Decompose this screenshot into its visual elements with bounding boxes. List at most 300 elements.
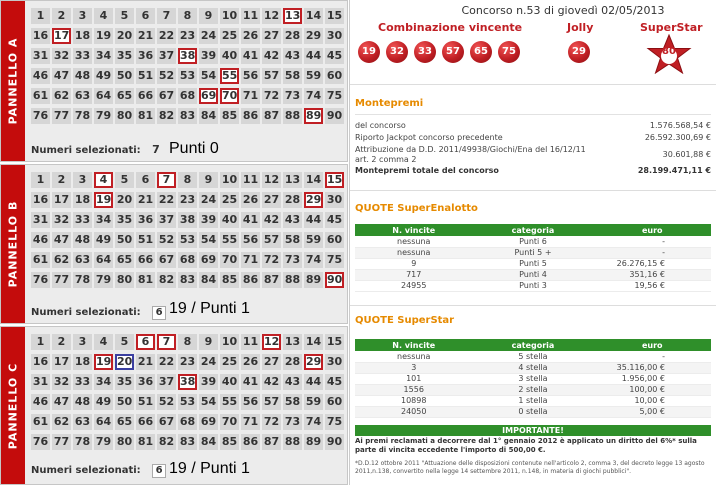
number-cell[interactable]: 75 <box>326 253 343 266</box>
number-cell[interactable]: 27 <box>263 193 280 206</box>
number-cell[interactable]: 47 <box>53 395 70 408</box>
number-cell[interactable]: 60 <box>326 395 343 408</box>
number-cell[interactable]: 46 <box>32 395 49 408</box>
number-cell[interactable]: 36 <box>137 375 154 388</box>
number-cell[interactable]: 88 <box>284 273 301 286</box>
number-cell[interactable]: 28 <box>284 193 301 206</box>
number-cell[interactable]: 37 <box>158 213 175 226</box>
number-cell[interactable]: 74 <box>305 253 322 266</box>
divider <box>350 84 716 85</box>
number-cell[interactable]: 71 <box>242 415 259 428</box>
number-cell[interactable]: 10 <box>221 173 238 186</box>
number-cell[interactable]: 67 <box>158 415 175 428</box>
number-cell[interactable]: 85 <box>221 109 238 122</box>
number-cell[interactable]: 34 <box>95 213 112 226</box>
number-cell[interactable]: 84 <box>200 109 217 122</box>
number-cell[interactable]: 26 <box>242 29 259 42</box>
number-cell[interactable]: 7 <box>157 172 176 188</box>
montepremi-title: Montepremi <box>355 98 424 109</box>
number-cell[interactable]: 44 <box>305 375 322 388</box>
table-cell: nessuna <box>355 351 472 362</box>
montepremi-value: 26.592.300,69 € <box>644 133 711 142</box>
number-cell[interactable]: 58 <box>284 69 301 82</box>
number-cell[interactable]: 81 <box>137 109 154 122</box>
number-cell[interactable]: 7 <box>157 334 176 350</box>
number-cell[interactable]: 69 <box>200 253 217 266</box>
number-cell[interactable]: 74 <box>305 415 322 428</box>
number-cell[interactable]: 55 <box>221 395 238 408</box>
number-cell[interactable]: 11 <box>242 9 259 22</box>
number-cell[interactable]: 51 <box>137 69 154 82</box>
number-cell[interactable]: 23 <box>179 193 196 206</box>
number-cell[interactable]: 35 <box>116 213 133 226</box>
column-header: categoria <box>472 224 593 236</box>
table-cell: 101 <box>355 373 472 384</box>
number-cell[interactable]: 27 <box>263 355 280 368</box>
table-cell: nessuna <box>355 236 472 247</box>
winning-ball: 57 <box>442 41 464 63</box>
number-cell[interactable]: 56 <box>242 69 259 82</box>
number-cell[interactable]: 15 <box>327 173 343 186</box>
number-cell[interactable]: 5 <box>115 8 134 24</box>
number-cell[interactable]: 5 <box>115 172 134 188</box>
number-cell[interactable]: 55 <box>221 233 238 246</box>
table-cell: 717 <box>355 269 472 280</box>
number-cell[interactable]: 57 <box>263 395 280 408</box>
number-cell[interactable]: 69 <box>200 415 217 428</box>
table-row <box>355 280 711 291</box>
number-cell[interactable]: 24 <box>200 29 217 42</box>
number-cell[interactable]: 47 <box>53 233 70 246</box>
number-cell[interactable]: 18 <box>74 29 91 42</box>
number-cell[interactable]: 63 <box>74 415 91 428</box>
number-cell[interactable]: 67 <box>158 89 175 102</box>
number-cell[interactable]: 84 <box>200 273 217 286</box>
number-cell[interactable]: 73 <box>284 415 301 428</box>
number-cell[interactable]: 30 <box>326 355 343 368</box>
number-cell[interactable]: 39 <box>200 49 217 62</box>
number-cell[interactable]: 13 <box>285 9 301 22</box>
number-cell[interactable]: 31 <box>32 49 49 62</box>
number-cell[interactable]: 10 <box>221 9 238 22</box>
number-cell[interactable]: 34 <box>95 49 112 62</box>
number-cell[interactable]: 2 <box>52 334 71 350</box>
number-cell[interactable]: 15 <box>326 335 343 348</box>
number-cell[interactable]: 64 <box>95 415 112 428</box>
number-cell[interactable]: 26 <box>242 193 259 206</box>
number-cell[interactable]: 81 <box>137 273 154 286</box>
number-cell[interactable]: 57 <box>263 233 280 246</box>
number-cell[interactable]: 77 <box>53 273 70 286</box>
number-cell[interactable]: 24 <box>200 355 217 368</box>
number-cell[interactable]: 59 <box>305 69 322 82</box>
number-cell[interactable]: 14 <box>305 9 322 22</box>
table-cell: 35.116,00 € <box>594 362 712 373</box>
number-cell[interactable]: 4 <box>94 172 113 188</box>
number-cell[interactable]: 43 <box>284 375 301 388</box>
winning-ball: 65 <box>470 41 492 63</box>
number-cell[interactable]: 49 <box>95 69 112 82</box>
number-cell[interactable]: 72 <box>263 253 280 266</box>
results-pane <box>349 0 716 485</box>
number-cell[interactable]: 52 <box>158 395 175 408</box>
number-cell[interactable]: 12 <box>263 173 280 186</box>
number-cell[interactable]: 63 <box>74 89 91 102</box>
number-cell[interactable]: 16 <box>32 193 49 206</box>
number-cell[interactable]: 45 <box>326 375 343 388</box>
number-cell[interactable]: 20 <box>116 193 133 206</box>
number-cell[interactable]: 30 <box>326 29 343 42</box>
number-cell[interactable]: 25 <box>221 355 238 368</box>
number-cell[interactable]: 73 <box>284 89 301 102</box>
number-cell[interactable]: 78 <box>74 273 91 286</box>
number-cell[interactable]: 77 <box>53 435 70 448</box>
number-cell[interactable]: 46 <box>32 233 49 246</box>
number-cell[interactable]: 87 <box>263 273 280 286</box>
number-cell[interactable]: 76 <box>32 273 49 286</box>
number-cell[interactable]: 47 <box>53 69 70 82</box>
number-cell[interactable]: 20 <box>116 29 133 42</box>
number-cell[interactable]: 83 <box>179 435 196 448</box>
number-cell[interactable]: 54 <box>200 233 217 246</box>
number-cell[interactable]: 77 <box>53 109 70 122</box>
number-cell[interactable]: 50 <box>116 69 133 82</box>
number-cell[interactable]: 59 <box>305 395 322 408</box>
number-cell[interactable]: 38 <box>180 375 196 388</box>
number-cell[interactable]: 9 <box>199 8 218 24</box>
draw-title: Concorso n.53 di giovedì 02/05/2013 <box>461 4 665 17</box>
number-cell[interactable]: 13 <box>284 335 301 348</box>
number-cell[interactable]: 66 <box>137 253 154 266</box>
number-cell[interactable]: 78 <box>74 109 91 122</box>
number-cell[interactable]: 75 <box>326 415 343 428</box>
number-cell[interactable]: 54 <box>200 395 217 408</box>
number-cell[interactable]: 53 <box>179 233 196 246</box>
number-cell[interactable]: 23 <box>179 29 196 42</box>
number-cell[interactable]: 50 <box>116 233 133 246</box>
table-header-row <box>355 224 711 236</box>
column-header: euro <box>594 224 712 236</box>
number-cell[interactable]: 42 <box>263 375 280 388</box>
number-cell[interactable]: 66 <box>137 415 154 428</box>
table-cell: 1556 <box>355 384 472 395</box>
number-cell[interactable]: 11 <box>242 335 259 348</box>
number-cell[interactable]: 90 <box>326 435 343 448</box>
number-cell[interactable]: 3 <box>73 172 92 188</box>
number-cell[interactable]: 76 <box>32 435 49 448</box>
number-cell[interactable]: 86 <box>242 109 259 122</box>
number-cell[interactable]: 63 <box>74 253 91 266</box>
number-cell[interactable]: 12 <box>264 335 280 348</box>
number-cell[interactable]: 70 <box>221 415 238 428</box>
number-cell[interactable]: 32 <box>53 213 70 226</box>
number-cell[interactable]: 48 <box>74 233 91 246</box>
panel-footer <box>31 306 166 320</box>
number-cell[interactable]: 2 <box>52 8 71 24</box>
number-cell[interactable]: 48 <box>74 395 91 408</box>
number-cell[interactable]: 89 <box>305 273 322 286</box>
panel-label: PANNELLO B <box>6 200 20 288</box>
number-cell[interactable]: 42 <box>263 213 280 226</box>
number-cell[interactable]: 18 <box>74 193 91 206</box>
number-cell[interactable]: 14 <box>305 173 322 186</box>
number-cell[interactable]: 37 <box>158 375 175 388</box>
number-cell[interactable]: 60 <box>326 69 343 82</box>
table-cell: Punti 5 <box>472 258 593 269</box>
number-cell[interactable]: 82 <box>158 435 175 448</box>
number-cell[interactable]: 13 <box>284 173 301 186</box>
number-cell[interactable]: 29 <box>306 355 322 368</box>
number-cell[interactable]: 2 <box>52 172 71 188</box>
number-cell[interactable]: 83 <box>179 273 196 286</box>
number-cell[interactable]: 39 <box>200 213 217 226</box>
number-cell[interactable]: 69 <box>201 89 217 102</box>
number-cell[interactable]: 81 <box>137 435 154 448</box>
number-cell[interactable]: 88 <box>284 109 301 122</box>
number-cell[interactable]: 49 <box>95 233 112 246</box>
number-cell[interactable]: 12 <box>263 9 280 22</box>
number-cell[interactable]: 58 <box>284 395 301 408</box>
number-cell[interactable]: 6 <box>136 172 155 188</box>
number-cell[interactable]: 59 <box>305 233 322 246</box>
number-cell[interactable]: 70 <box>222 89 238 102</box>
number-cell[interactable]: 48 <box>74 69 91 82</box>
number-cell[interactable]: 80 <box>116 109 133 122</box>
number-cell[interactable]: 68 <box>179 415 196 428</box>
number-cell[interactable]: 56 <box>242 395 259 408</box>
number-cell[interactable]: 84 <box>200 435 217 448</box>
number-cell[interactable]: 26 <box>242 355 259 368</box>
number-cell[interactable]: 33 <box>74 49 91 62</box>
number-cell[interactable]: 1 <box>31 334 50 350</box>
number-cell[interactable]: 27 <box>263 29 280 42</box>
number-cell[interactable]: 87 <box>263 109 280 122</box>
number-cell[interactable]: 56 <box>242 233 259 246</box>
number-cell[interactable]: 38 <box>179 213 196 226</box>
number-cell[interactable]: 87 <box>263 435 280 448</box>
table-cell: 2 stella <box>472 384 593 395</box>
quote-superenalotto-title: QUOTE SuperEnalotto <box>355 203 478 214</box>
number-cell[interactable]: 68 <box>179 89 196 102</box>
number-cell[interactable]: 35 <box>116 49 133 62</box>
number-cell[interactable]: 74 <box>305 89 322 102</box>
number-cell[interactable]: 20 <box>117 355 133 368</box>
number-cell[interactable]: 70 <box>221 253 238 266</box>
number-cell[interactable]: 19 <box>96 193 112 206</box>
number-cell[interactable]: 23 <box>179 355 196 368</box>
number-cell[interactable]: 41 <box>242 49 259 62</box>
number-cell[interactable]: 32 <box>53 375 70 388</box>
number-cell[interactable]: 83 <box>179 109 196 122</box>
number-cell[interactable]: 52 <box>158 233 175 246</box>
number-cell[interactable]: 62 <box>53 415 70 428</box>
number-cell[interactable]: 33 <box>74 213 91 226</box>
number-cell[interactable]: 19 <box>96 355 112 368</box>
number-cell[interactable]: 61 <box>32 253 49 266</box>
number-cell[interactable]: 25 <box>221 29 238 42</box>
number-cell[interactable]: 80 <box>116 273 133 286</box>
number-cell[interactable]: 73 <box>284 253 301 266</box>
number-cell[interactable]: 29 <box>306 193 322 206</box>
number-cell[interactable]: 41 <box>242 375 259 388</box>
number-cell[interactable]: 61 <box>32 89 49 102</box>
number-cell[interactable]: 51 <box>137 395 154 408</box>
number-cell[interactable]: 71 <box>242 89 259 102</box>
number-cell[interactable]: 40 <box>221 213 238 226</box>
number-cell[interactable]: 79 <box>95 109 112 122</box>
number-cell[interactable]: 22 <box>158 355 175 368</box>
number-cell[interactable]: 24 <box>200 193 217 206</box>
number-cell[interactable]: 46 <box>32 69 49 82</box>
number-cell[interactable]: 85 <box>221 273 238 286</box>
number-cell[interactable]: 5 <box>115 334 134 350</box>
number-cell[interactable]: 32 <box>53 49 70 62</box>
number-cell[interactable]: 75 <box>326 89 343 102</box>
table-cell: 26.276,15 € <box>594 258 712 269</box>
number-cell[interactable]: 61 <box>32 415 49 428</box>
number-cell[interactable]: 15 <box>326 9 343 22</box>
number-cell[interactable]: 14 <box>305 335 322 348</box>
number-cell[interactable]: 17 <box>54 29 70 42</box>
number-cell[interactable]: 36 <box>137 49 154 62</box>
number-cell[interactable]: 10 <box>221 335 238 348</box>
number-cell[interactable]: 28 <box>284 355 301 368</box>
number-cell[interactable]: 9 <box>199 172 218 188</box>
number-cell[interactable]: 31 <box>32 213 49 226</box>
number-cell[interactable]: 8 <box>178 172 197 188</box>
number-cell[interactable]: 35 <box>116 375 133 388</box>
number-cell[interactable]: 88 <box>284 435 301 448</box>
number-cell[interactable]: 55 <box>222 69 238 82</box>
montepremi-label: Attribuzione da D.D. 2011/49938/Giochi/Ena del 16/12/11 art. 2 comma 2 <box>355 145 586 164</box>
number-cell[interactable]: 44 <box>305 49 322 62</box>
number-cell[interactable]: 11 <box>242 173 259 186</box>
number-cell[interactable]: 62 <box>53 253 70 266</box>
number-cell[interactable]: 4 <box>94 8 113 24</box>
number-cell[interactable]: 3 <box>73 8 92 24</box>
number-cell[interactable]: 51 <box>137 233 154 246</box>
number-cell[interactable]: 49 <box>95 395 112 408</box>
number-cell[interactable]: 31 <box>32 375 49 388</box>
number-cell[interactable]: 72 <box>263 89 280 102</box>
number-cell[interactable]: 89 <box>305 435 322 448</box>
number-cell[interactable]: 4 <box>94 334 113 350</box>
number-cell[interactable]: 86 <box>242 435 259 448</box>
number-cell[interactable]: 34 <box>95 375 112 388</box>
number-cell[interactable]: 90 <box>327 273 343 286</box>
number-cell[interactable]: 85 <box>221 435 238 448</box>
number-cell[interactable]: 82 <box>158 109 175 122</box>
number-cell[interactable]: 30 <box>326 193 343 206</box>
number-cell[interactable]: 45 <box>326 213 343 226</box>
number-cell[interactable]: 89 <box>306 109 322 122</box>
number-cell[interactable]: 17 <box>53 355 70 368</box>
number-cell[interactable]: 3 <box>73 334 92 350</box>
number-cell[interactable]: 6 <box>136 334 155 350</box>
table-row <box>355 373 711 384</box>
number-cell[interactable]: 57 <box>263 69 280 82</box>
jolly-label: Jolly <box>567 21 594 34</box>
montepremi-total-value: 28.199.471,11 € <box>637 166 711 175</box>
number-cell[interactable]: 65 <box>116 253 133 266</box>
number-cell[interactable]: 28 <box>284 29 301 42</box>
number-cell[interactable]: 16 <box>32 29 49 42</box>
number-cell[interactable]: 43 <box>284 213 301 226</box>
number-cell[interactable]: 64 <box>95 89 112 102</box>
number-cell[interactable]: 1 <box>31 8 50 24</box>
number-cell[interactable]: 40 <box>221 375 238 388</box>
number-cell[interactable]: 60 <box>326 233 343 246</box>
number-cell[interactable]: 37 <box>158 49 175 62</box>
number-cell[interactable]: 33 <box>74 375 91 388</box>
number-cell[interactable]: 19 <box>95 29 112 42</box>
table-row <box>355 269 711 280</box>
number-cell[interactable]: 16 <box>32 355 49 368</box>
number-cell[interactable]: 44 <box>305 213 322 226</box>
number-cell[interactable]: 53 <box>179 69 196 82</box>
number-cell[interactable]: 79 <box>95 435 112 448</box>
number-cell[interactable]: 38 <box>180 49 196 62</box>
number-cell[interactable]: 18 <box>74 355 91 368</box>
number-cell[interactable]: 79 <box>95 273 112 286</box>
number-cell[interactable]: 8 <box>178 334 197 350</box>
number-cell[interactable]: 21 <box>137 355 154 368</box>
number-cell[interactable]: 39 <box>200 375 217 388</box>
number-cell[interactable]: 6 <box>136 8 155 24</box>
panel-result: 19 / Punti 1 <box>169 300 250 317</box>
number-cell[interactable]: 22 <box>158 193 175 206</box>
number-cell[interactable]: 36 <box>137 213 154 226</box>
number-cell[interactable]: 82 <box>158 273 175 286</box>
number-cell[interactable]: 50 <box>116 395 133 408</box>
number-cell[interactable]: 25 <box>221 193 238 206</box>
column-header: N. vincite <box>355 339 472 351</box>
number-cell[interactable]: 21 <box>137 29 154 42</box>
number-cell[interactable]: 66 <box>137 89 154 102</box>
number-cell[interactable]: 86 <box>242 273 259 286</box>
number-cell[interactable]: 71 <box>242 253 259 266</box>
number-cell[interactable]: 45 <box>326 49 343 62</box>
number-cell[interactable]: 65 <box>116 89 133 102</box>
number-cell[interactable]: 43 <box>284 49 301 62</box>
number-cell[interactable]: 76 <box>32 109 49 122</box>
number-cell[interactable]: 80 <box>116 435 133 448</box>
number-cell[interactable]: 53 <box>179 395 196 408</box>
number-cell[interactable]: 68 <box>179 253 196 266</box>
number-cell[interactable]: 40 <box>221 49 238 62</box>
number-cell[interactable]: 21 <box>137 193 154 206</box>
number-cell[interactable]: 72 <box>263 415 280 428</box>
number-cell[interactable]: 8 <box>178 8 197 24</box>
number-cell[interactable]: 65 <box>116 415 133 428</box>
number-cell[interactable]: 90 <box>326 109 343 122</box>
number-cell[interactable]: 58 <box>284 233 301 246</box>
number-cell[interactable]: 7 <box>157 8 176 24</box>
number-cell[interactable]: 29 <box>305 29 322 42</box>
number-cell[interactable]: 1 <box>31 172 50 188</box>
number-cell[interactable]: 54 <box>200 69 217 82</box>
number-cell[interactable]: 22 <box>158 29 175 42</box>
number-cell[interactable]: 42 <box>263 49 280 62</box>
number-cell[interactable]: 67 <box>158 253 175 266</box>
number-cell[interactable]: 17 <box>53 193 70 206</box>
number-cell[interactable]: 64 <box>95 253 112 266</box>
number-cell[interactable]: 62 <box>53 89 70 102</box>
number-cell[interactable]: 78 <box>74 435 91 448</box>
number-cell[interactable]: 52 <box>158 69 175 82</box>
number-cell[interactable]: 9 <box>199 334 218 350</box>
number-cell[interactable]: 41 <box>242 213 259 226</box>
